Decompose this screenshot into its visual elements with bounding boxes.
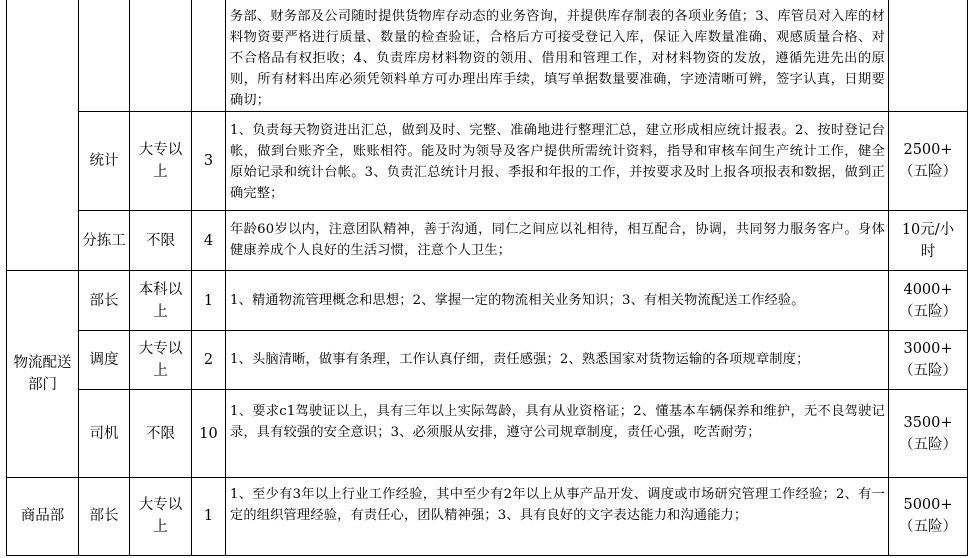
count-cell-dispatcher: 2	[203, 352, 214, 368]
salary-cell-driver: 3500+（五险）	[899, 414, 957, 453]
grid-line-row6-top	[6, 477, 968, 478]
grid-line-row1-top	[78, 111, 968, 112]
education-cell-logistics-head: 本科以上	[138, 281, 183, 320]
requirements-cell-dispatcher: 1、头脑清晰，做事有条理，工作认真仔细，责任感强；2、熟悉国家对货物运输的各项规章制度；	[230, 352, 810, 367]
dept-cell-logistics: 物流配送部门	[13, 355, 72, 393]
education-cell-merchandise-head: 大专以上	[138, 497, 183, 535]
position-cell-dispatcher: 调度	[89, 352, 119, 368]
grid-line-left	[6, 0, 7, 556]
salary-cell-dispatcher: 3000+（五险）	[899, 341, 957, 379]
education-cell-sorter: 不限	[146, 232, 175, 249]
grid-line-position	[129, 0, 130, 556]
salary-cell-merchandise-head: 5000+（五险）	[899, 497, 957, 535]
grid-line-requirements	[888, 0, 889, 556]
count-cell-driver: 10	[199, 425, 218, 442]
grid-line-row4-top	[78, 330, 968, 331]
education-cell-driver: 不限	[146, 425, 175, 442]
grid-line-row2-top	[78, 210, 968, 211]
position-cell-merchandise-head: 部长	[89, 508, 119, 524]
requirements-cell-statistics: 1、负责每天物资进出汇总，做到及时、完整、准确地进行整理汇总，建立形成相应统计报表。2、按时登记台帐，做到台账齐全，账账相符。能及时为领导及客户提供所需统计资料，指导和审核车间生产统计工作，健全原始记录和统计台帐。3、负责汇总统计月报、季报和年报的工作，并按要求及时上报各项报表和数据，做到正确完整；	[230, 123, 885, 201]
education-cell-dispatcher: 大专以上	[138, 341, 183, 379]
grid-line-dept	[78, 0, 79, 556]
grid-line-education	[191, 0, 192, 556]
requirements-cell-merchandise-head: 1、至少有3年以上行业工作经验，其中至少有2年以上从事产品开发、调度或市场研究管理工作经验；2、有一定的组织管理经验，有责任心，团队精神强；3、具有良好的文字表达能力和沟通能力；	[230, 487, 885, 523]
position-cell-driver: 司机	[89, 425, 119, 442]
requirements-cell-warehouse: 务部、财务部及公司随时提供货物库存动态的业务咨询，并提供库存制表的各项业务值；3、库管员对入库的材料物资要严格进行质量、数量的检查验证，合格后方可接受登记入库，保证入库数量准确、观感质量合格、对不合格品有权拒收；4、负责库房材料物资的领用、借用和管理工作，对材料物资的发放，遵循先进先出的原则，所有材料出库必须凭领料单方可办理出库手续，填写单据数量要准确，字迹清晰可辨，签字认真，日期要确切；	[230, 9, 885, 108]
count-cell-logistics-head: 1	[203, 292, 214, 309]
salary-cell-statistics: 2500+（五险）	[899, 142, 957, 180]
salary-cell-sorter: 10元/小时	[901, 221, 955, 260]
position-cell-statistics: 统计	[89, 153, 119, 169]
grid-line-bottom	[6, 555, 968, 556]
salary-cell-logistics-head: 4000+（五险）	[899, 281, 957, 320]
education-cell-statistics: 大专以上	[138, 142, 183, 180]
position-cell-logistics-head: 部长	[89, 292, 119, 309]
count-cell-merchandise-head: 1	[203, 508, 214, 524]
grid-line-row3-top	[6, 270, 968, 271]
requirements-cell-sorter: 年龄60岁以内，注意团队精神，善于沟通，同仁之间应以礼相待，相互配合，协调，共同努力服务客户。身体健康养成个人良好的生活习惯，注意个人卫生；	[230, 222, 885, 258]
count-cell-statistics: 3	[203, 153, 214, 169]
requirements-cell-logistics-head: 1、精通物流管理概念和思想；2、掌握一定的物流相关业务知识；3、有相关物流配送工作经验。	[230, 293, 805, 308]
position-cell-sorter: 分拣工	[82, 232, 126, 249]
count-cell-sorter: 4	[203, 232, 214, 249]
requirements-cell-driver: 1、要求c1驾驶证以上，具有三年以上实际驾龄，具有从业资格证；2、懂基本车辆保养和维护，无不良驾驶记录，具有较强的安全意识；3、必须服从安排，遵守公司规章制度，责任心强，吃苦耐劳；	[230, 404, 885, 440]
grid-line-count	[225, 0, 226, 556]
dept-cell-merchandise: 商品部	[20, 508, 65, 524]
grid-line-row5-top	[78, 389, 968, 390]
grid-line-right	[967, 0, 968, 556]
